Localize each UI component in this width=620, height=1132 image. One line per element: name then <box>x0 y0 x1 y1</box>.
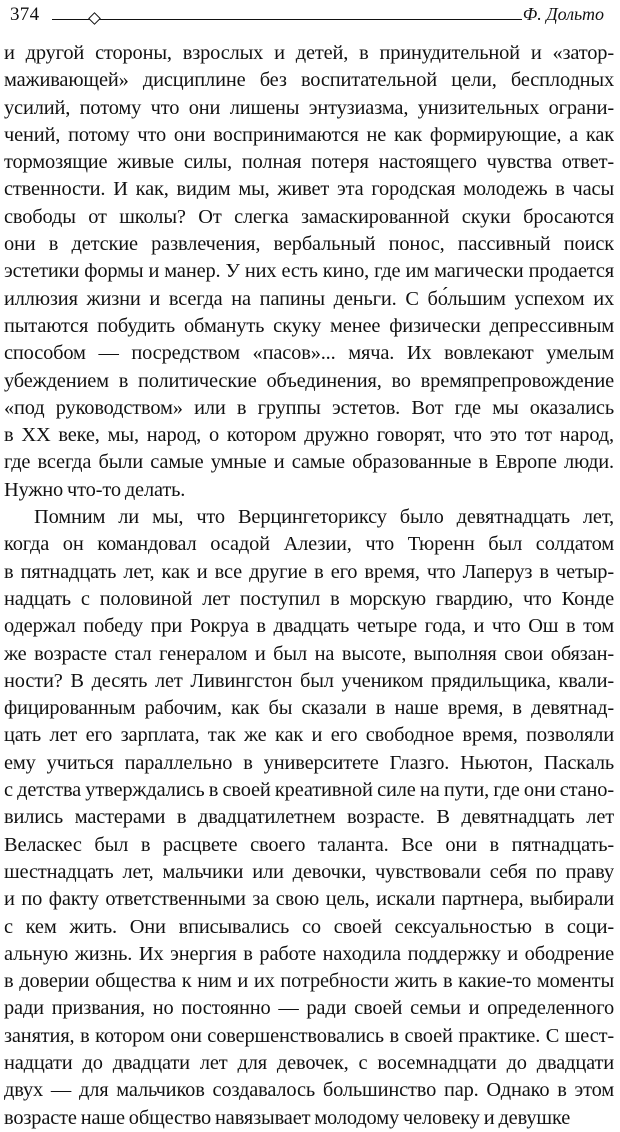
text-line: свободы от школы? От слегка замаскированной скуки бросаются <box>4 205 614 228</box>
text-line: пытаются побудить обмануть скуку менее физически депрессивным <box>4 314 614 337</box>
text-line: в доверии общества к ним и их потребности жить в какие-то моменты <box>4 970 614 993</box>
text-line: усилий, потому что они лишены энтузиазма, унизительных ограни- <box>4 96 614 119</box>
text-line: когда он командовал осадой Алезии, что Тюренн был солдатом <box>4 533 614 556</box>
diamond-ornament-icon <box>88 12 101 25</box>
text-line: занятия, в котором они совершенствовались в своей практике. С шест- <box>4 1024 614 1047</box>
text-line: Нужно что-то делать. <box>4 478 186 501</box>
text-line: альную жизнь. Их энергия в работе находила поддержку и ободрение <box>4 942 614 965</box>
text-line: шестнадцать лет, мальчики или девочки, чувствовали себя по праву <box>4 860 614 883</box>
text-line: ности? В десять лет Ливингстон был учеником прядильщика, квали- <box>4 669 614 692</box>
text-line: способом — посредством «пасов»... мяча. Их вовлекают умелым <box>4 342 614 365</box>
text-line: эстетики формы и манер. У них есть кино, где им магически продается <box>4 260 614 283</box>
text-line: Веласкес был в расцвете своего таланта. Все они в пятнадцать- <box>4 833 614 856</box>
text-line: и по факту ответственными за свою цель, искали партнера, выбирали <box>4 888 614 911</box>
text-line: с кем жить. Они вписывались со своей сексуальностью в соци- <box>4 915 614 938</box>
text-line: и другой стороны, взрослых и детей, в принудительной и «затор- <box>4 42 614 64</box>
text-line: надцати до двадцати лет для девочек, с восемнадцати до двадцати <box>4 1051 614 1074</box>
text-line: «под руководством» или в группы эстетов. Вот где мы оказались <box>4 396 614 419</box>
text-line: тормозящие живые силы, полная потеря настоящего чувства ответ- <box>4 151 614 174</box>
text-line: они в детские развлечения, вербальный понос, пассивный поиск <box>4 233 614 256</box>
text-line: вились мастерами в двадцатилетнем возрасте. В девятнадцать лет <box>4 806 614 829</box>
text-line: убеждением в политические объединения, во времяпрепровождение <box>4 369 614 392</box>
text-line: фицированным рабочим, как бы сказали в наше время, в девятнад- <box>4 697 614 720</box>
text-line: цать лет его зарплата, так же как и его свободное время, позволяли <box>4 724 614 747</box>
text-line: ственности. И как, видим мы, живет эта городская молодежь в часы <box>4 178 614 201</box>
text-line: чений, потому что они воспринимаются не как формирующие, а как <box>4 123 614 146</box>
text-line: надцать с половиной лет поступил в морскую гвардию, что Конде <box>4 587 614 610</box>
page-number: 374 <box>10 4 40 25</box>
text-line: маживающей» дисциплине без воспитательной цели, бесплодных <box>4 69 614 92</box>
text-line: возрасте наше общество навязывает молодому человеку и девушке <box>4 1106 571 1129</box>
text-line: же возрасте стал генералом и был на высоте, выполняя свои обязан- <box>4 642 614 665</box>
header-rule <box>52 19 522 20</box>
text-line: в пятнадцать лет, как и все другие в его время, что Лаперуз в четыр- <box>4 560 614 583</box>
text-line: ему учиться параллельно в университете Глазго. Ньютон, Паскаль <box>4 751 614 774</box>
page-header <box>4 0 614 36</box>
text-line: двух — для мальчиков создавалось большинство пар. Однако в этом <box>4 1079 614 1102</box>
body-text <box>4 40 614 1132</box>
text-line: ради призвания, но постоянно — ради своей семьи и определенного <box>4 997 614 1020</box>
text-line: с детства утверждались в своей креативной силе на пути, где они стано- <box>4 779 614 802</box>
text-line: где всегда были самые умные и самые образованные в Европе люди. <box>4 451 614 474</box>
text-line: в XX веке, мы, народ, о котором дружно говорят, что это тот народ, <box>4 424 614 447</box>
text-line: одержал победу при Рокруа в двадцать четыре года, и что Ош в том <box>4 615 614 638</box>
running-title: Ф. Дольто <box>522 4 604 24</box>
text-line: иллюзия жизни и всегда на папины деньги. С бо́льшим успехом их <box>4 287 614 310</box>
text-line: Помним ли мы, что Верцингеториксу было девятнадцать лет, <box>34 506 614 529</box>
